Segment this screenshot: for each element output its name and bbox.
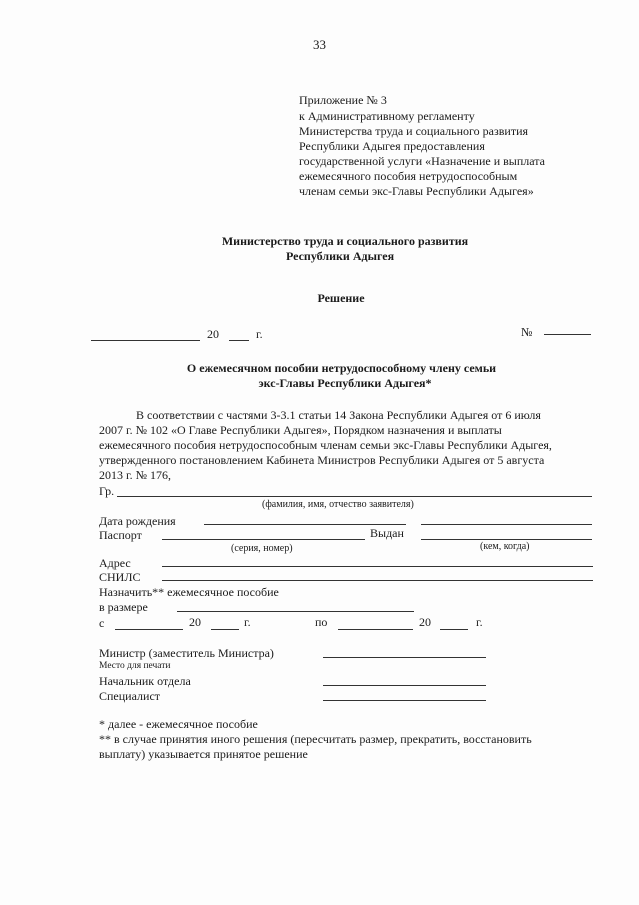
subject-line2: экс-Главы Республики Адыгея* — [258, 376, 432, 390]
birth-date-label: Дата рождения — [99, 514, 176, 528]
to-year-field[interactable] — [440, 629, 468, 630]
appendix-line: Приложение № 3 — [299, 93, 387, 107]
page-number: 33 — [313, 37, 326, 52]
decision-number-line[interactable] — [544, 334, 591, 335]
citizen-hint: (фамилия, имя, отчество заявителя) — [262, 499, 414, 510]
body-line: 2007 г. № 102 «О Главе Республики Адыгея», Порядком назначения и выплаты — [99, 423, 502, 437]
footnote-1: * далее - ежемесячное пособие — [99, 717, 258, 731]
birth-date-field[interactable] — [204, 524, 406, 525]
issued-label: Выдан — [370, 526, 404, 540]
decision-title: Решение — [317, 291, 365, 305]
to-year-suffix: г. — [476, 615, 483, 629]
birth-date-extra-field[interactable] — [421, 524, 592, 525]
specialist-label: Специалист — [99, 689, 161, 703]
passport-label: Паспорт — [99, 528, 142, 542]
citizen-label: Гр. — [99, 484, 115, 498]
issued-field[interactable] — [421, 539, 592, 540]
body-line: утвержденного постановлением Кабинета Министров Республики Адыгея от 5 августа — [99, 453, 545, 467]
passport-field[interactable] — [162, 539, 365, 540]
body-line: ежемесячного пособия нетрудоспособным членам семьи экс-Главы Республики Адыгея, — [99, 438, 552, 452]
date-year-line[interactable] — [229, 340, 249, 341]
to-year-prefix: 20 — [419, 615, 431, 629]
from-label: с — [99, 616, 105, 630]
subject-line1: О ежемесячном пособии нетрудоспособному члену семьи — [186, 361, 497, 375]
assign-label: Назначить** ежемесячное пособие — [99, 585, 279, 599]
from-year-suffix: г. — [244, 615, 251, 629]
address-field[interactable] — [162, 566, 593, 567]
ministry-name-line2: Республики Адыгея — [285, 249, 395, 263]
date-day-month-line[interactable] — [91, 340, 200, 341]
appendix-line: Республики Адыгея предоставления — [299, 139, 485, 153]
appendix-line: членам семьи экс-Главы Республики Адыгея» — [299, 184, 534, 198]
from-date-field[interactable] — [115, 629, 183, 630]
body-line: 2013 г. № 176, — [99, 468, 172, 482]
appendix-line: Министерства труда и социального развития — [299, 124, 529, 138]
specialist-signature-line[interactable] — [323, 700, 486, 701]
from-year-field[interactable] — [211, 629, 239, 630]
appendix-line: государственной услуги «Назначение и выплата — [299, 154, 546, 168]
body-line: В соответствии с частями 3-3.1 статьи 14 Закона Республики Адыгея от 6 июля — [136, 408, 541, 422]
from-year-prefix: 20 — [189, 615, 201, 629]
snils-field[interactable] — [162, 580, 593, 581]
minister-label: Министр (заместитель Министра) — [99, 646, 274, 660]
appendix-line: к Административному регламенту — [299, 109, 475, 123]
amount-field[interactable] — [177, 611, 414, 612]
minister-signature-line[interactable] — [323, 657, 486, 658]
number-label: № — [521, 325, 533, 339]
appendix-line: ежемесячного пособия нетрудоспособным — [299, 169, 518, 183]
head-label: Начальник отдела — [99, 674, 191, 688]
snils-label: СНИЛС — [99, 570, 141, 584]
amount-label: в размере — [99, 600, 148, 614]
footnote-2-line1: ** в случае принятия иного решения (пересчитать размер, прекратить, восстановить — [99, 732, 532, 746]
to-date-field[interactable] — [338, 629, 413, 630]
head-signature-line[interactable] — [323, 685, 486, 686]
issued-hint: (кем, когда) — [480, 541, 530, 552]
to-label: по — [315, 615, 328, 629]
date-year-suffix: г. — [256, 327, 263, 341]
footnote-2-line2: выплату) указывается принятое решение — [99, 747, 308, 761]
address-label: Адрес — [99, 556, 131, 570]
passport-hint: (серия, номер) — [231, 543, 293, 554]
date-year-prefix: 20 — [207, 327, 219, 341]
citizen-name-field[interactable] — [117, 496, 592, 497]
stamp-label: Место для печати — [99, 661, 171, 671]
ministry-name-line1: Министерство труда и социального развития — [221, 234, 469, 248]
